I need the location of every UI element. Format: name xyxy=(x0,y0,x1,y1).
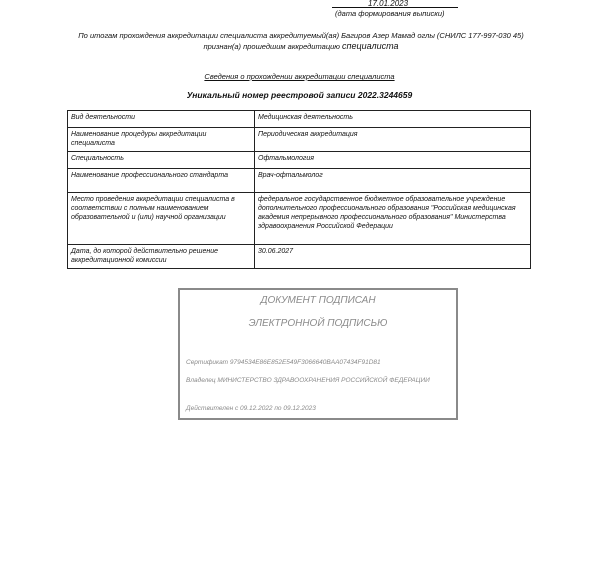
table-row xyxy=(68,111,531,128)
table-row xyxy=(68,169,531,193)
row-label: Наименование процедуры аккредитации специалиста xyxy=(68,128,255,152)
extract-date-caption: (дата формирования выписки) xyxy=(335,9,445,18)
table-row xyxy=(68,245,531,269)
extract-date: 17.01.2023 xyxy=(368,0,409,8)
stamp-title-line1: ДОКУМЕНТ ПОДПИСАН xyxy=(260,295,376,306)
row-value: Периодическая аккредитация xyxy=(255,128,531,152)
table-row xyxy=(68,128,531,152)
intro-paragraph xyxy=(62,31,540,52)
row-label: Дата, до которой действительно решение аккредитационной комиссии xyxy=(68,245,255,269)
row-value: Врач-офтальмолог xyxy=(255,169,531,193)
row-label: Специальность xyxy=(68,152,255,169)
electronic-signature-stamp xyxy=(178,288,458,420)
accreditation-table xyxy=(67,110,531,269)
row-label: Место проведения аккредитации специалиста в соответствии с полным наименованием образовательной и (или) научной организации xyxy=(68,193,255,245)
row-value: федеральное государственное бюджетное образовательное учреждение дополнительного профессионального образования "Российская медицинская академия непрерывного профессионального образования" Министерства здравоохранения Российской Федерации xyxy=(255,193,531,245)
stamp-certificate: Сертификат 9794534E86E852E549F3066640BAA07434F91D81 xyxy=(186,359,381,366)
row-value: Офтальмология xyxy=(255,152,531,169)
row-label: Наименование профессионального стандарта xyxy=(68,169,255,193)
table-row xyxy=(68,152,531,169)
registry-number: Уникальный номер реестровой записи 2022.3244659 xyxy=(186,90,413,100)
row-label: Вид деятельности xyxy=(68,111,255,128)
stamp-owner: Владелец МИНИСТЕРСТВО ЗДРАВООХРАНЕНИЯ РОССИЙСКОЙ ФЕДЕРАЦИИ xyxy=(186,377,430,384)
intro-text: По итогам прохождения аккредитации специалиста аккредитуемый(ая) Багиров Азер Мамад оглы (СНИЛС 177-997-030 45) признан(а) прошедшим аккредитацию xyxy=(78,31,524,51)
date-underline xyxy=(332,7,458,8)
table-row xyxy=(68,193,531,245)
row-value: Медицинская деятельность xyxy=(255,111,531,128)
row-value: 30.06.2027 xyxy=(255,245,531,269)
stamp-title-line2: ЭЛЕКТРОННОЙ ПОДПИСЬЮ xyxy=(248,318,388,329)
intro-text-tail: специалиста xyxy=(342,41,399,51)
stamp-validity: Действителен с 09.12.2022 по 09.12.2023 xyxy=(186,405,316,412)
section-title: Сведения о прохождении аккредитации специалиста xyxy=(204,72,395,81)
